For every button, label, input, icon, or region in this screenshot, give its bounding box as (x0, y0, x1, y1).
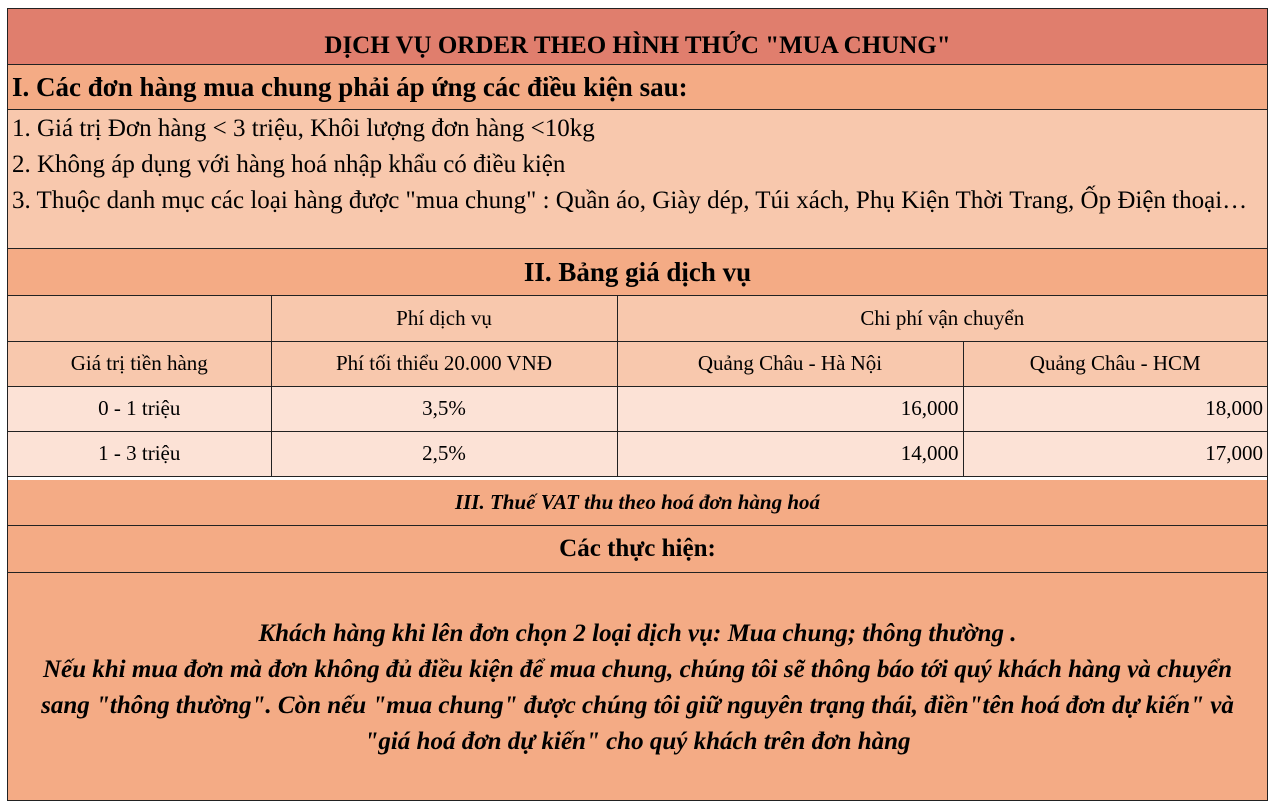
cell-hcm: 17,000 (963, 431, 1267, 476)
page-title-text: DỊCH VỤ ORDER THEO HÌNH THỨC "MUA CHUNG" (324, 32, 951, 59)
section-vat (8, 480, 1267, 526)
table-row (8, 386, 1267, 431)
spreadsheet (7, 8, 1268, 801)
table-subheader-row (8, 341, 1267, 386)
section-vat-text: III. Thuế VAT thu theo hoá đơn hàng hoá (454, 490, 821, 514)
cell-hcm: 18,000 (963, 386, 1267, 431)
condition-item: 3. Thuộc danh mục các loại hàng được "mua chung" : Quần áo, Giày dép, Túi xách, Phụ Kiện Thời Trang, Ốp Điện thoại… (12, 187, 1248, 214)
procedure-text (8, 573, 1267, 801)
cell-hanoi: 14,000 (617, 431, 963, 476)
cell-range: 1 - 3 triệu (8, 431, 271, 476)
table-row (8, 431, 1267, 476)
conditions-list (8, 110, 1267, 249)
header-shipping-cost: Chi phí vận chuyển (617, 296, 1267, 341)
cell-fee: 3,5% (271, 386, 617, 431)
procedure-line: Nếu khi mua đơn mà đơn không đủ điều kiện để mua chung, chúng tôi sẽ thông báo tới quý khách hàng và chuyển sang "thông thường". Còn nếu "mua chung" được chúng tôi giữ nguyên trạng thái, điền"tên hoá đơn dự kiến" và "giá hoá đơn dự kiến" cho quý khách trên đơn hàng (41, 656, 1234, 755)
price-table (8, 296, 1267, 477)
section-procedure-heading-text: Các thực hiện: (559, 535, 716, 562)
procedure-line: Khách hàng khi lên đơn chọn 2 loại dịch vụ: Mua chung; thông thường . (258, 620, 1017, 647)
header-goods-value: Giá trị tiền hàng (8, 341, 271, 386)
section-procedure-heading (8, 526, 1267, 573)
header-route-hanoi: Quảng Châu - Hà Nội (617, 341, 963, 386)
header-min-fee: Phí tối thiểu 20.000 VNĐ (271, 341, 617, 386)
header-empty-cell (8, 296, 271, 341)
section-conditions-heading (8, 65, 1267, 110)
table-header-row (8, 296, 1267, 341)
cell-range: 0 - 1 triệu (8, 386, 271, 431)
section-price-heading-text: II. Bảng giá dịch vụ (523, 256, 752, 287)
header-route-hcm: Quảng Châu - HCM (963, 341, 1267, 386)
condition-item: 1. Giá trị Đơn hàng < 3 triệu, Khôi lượng đơn hàng <10kg (12, 115, 595, 142)
section-price-heading (8, 249, 1267, 296)
page-title (8, 9, 1267, 65)
condition-item: 2. Không áp dụng với hàng hoá nhập khẩu có điều kiện (12, 151, 566, 178)
cell-hanoi: 16,000 (617, 386, 963, 431)
cell-fee: 2,5% (271, 431, 617, 476)
section-conditions-heading-text: I. Các đơn hàng mua chung phải áp ứng các điều kiện sau: (12, 71, 688, 102)
header-service-fee: Phí dịch vụ (271, 296, 617, 341)
